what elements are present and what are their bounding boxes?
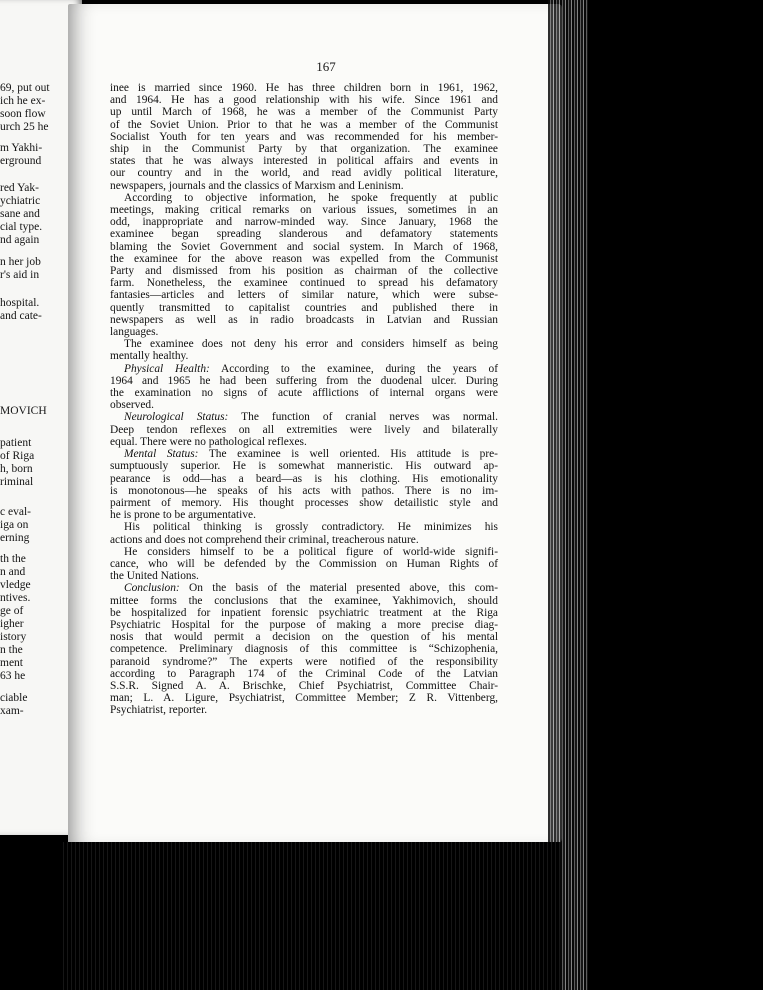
line-text: odd, inappropriate and narrow-minded way. Since January, 1968 the: [110, 216, 498, 229]
line-text: meetings, making critical remarks on various issues, sometimes in an: [110, 204, 498, 217]
line-text: languages.: [110, 326, 159, 339]
line-text: man; L. A. Ligure, Psychiatrist, Committee Member; Z R. Vittenberg,: [110, 692, 498, 705]
text-line: [110, 131, 498, 143]
line-text: nosis that would permit a decision on the question of his mental: [110, 631, 498, 644]
line-text: The examinee is well oriented. His attitude is pre-: [198, 448, 498, 461]
text-line: [110, 643, 498, 655]
line-text: equal. There were no pathological reflexes.: [110, 435, 307, 448]
fragment-line: igher: [0, 618, 24, 630]
section-heading: Neurological Status:: [124, 411, 229, 424]
fragment-line: of Riga: [0, 450, 35, 462]
line-text: He considers himself to be a political figure of world-wide signifi-: [124, 545, 498, 558]
line-text: fantasies—articles and letters of similar nature, which were subse-: [110, 289, 498, 302]
line-text: quently transmitted to capitalist countries and published there in: [110, 301, 498, 314]
text-line: [110, 485, 498, 497]
fragment-line: MOVICH: [0, 405, 47, 417]
fragment-line: sane and: [0, 208, 40, 220]
line-text: Psychiatric Hospital for the purpose of making a more precise diag-: [110, 618, 498, 631]
text-line: [110, 302, 498, 314]
line-text: inee is married since 1960. He has three children born in 1961, 1962,: [110, 82, 498, 94]
text-line: [110, 228, 498, 240]
scan-background: [60, 842, 560, 990]
body-text: [110, 82, 498, 717]
paragraph: [110, 82, 498, 192]
line-text: examinee began spreading slanderous and defamatory statements: [110, 228, 498, 241]
fragment-line: ich he ex-: [0, 95, 46, 107]
line-text: competence. Preliminary diagnosis of this committee is “Schizophenia,: [110, 643, 498, 656]
line-text: is monotonous—he speaks of his acts with pathos. There is no im-: [110, 484, 498, 497]
paragraph: [110, 582, 498, 716]
text-line: [110, 607, 498, 619]
line-text: According to the examinee, during the years of: [209, 362, 498, 375]
fragment-line: 63 he: [0, 670, 26, 682]
paragraph: [110, 338, 498, 362]
line-text: His political thinking is grossly contradictory. He minimizes his: [124, 521, 498, 534]
line-text: of the Soviet Union. Prior to that he was a member of the Communist: [110, 118, 498, 131]
text-line: [110, 424, 498, 436]
fragment-line: riminal: [0, 476, 34, 488]
fragment-line: ciable: [0, 692, 28, 704]
text-line: [110, 497, 498, 509]
text-line: [110, 631, 498, 643]
text-line: [110, 436, 498, 448]
document-page: [68, 4, 562, 844]
line-text: The examinee does not deny his error and considers himself as being: [124, 338, 498, 351]
fragment-line: th the: [0, 553, 26, 565]
line-text: The function of cranial nerves was normal.: [228, 411, 498, 424]
text-line: [110, 521, 498, 533]
text-line: [110, 106, 498, 118]
paragraph: [110, 363, 498, 412]
line-text: be hospitalized for inpatient forensic psychiatric treatment at the Riga: [110, 606, 498, 619]
section-heading: Physical Health:: [124, 362, 210, 375]
text-line: [110, 119, 498, 131]
text-line: [110, 619, 498, 631]
text-line: [110, 680, 498, 692]
line-text: Party and dismissed from his position as chairman of the collective: [110, 265, 498, 278]
text-line: [110, 155, 498, 167]
text-line: [110, 692, 498, 704]
text-line: [110, 350, 498, 362]
line-text: the United Nations.: [110, 570, 199, 583]
line-text: the examination no signs of acute afflictions of internal organs were: [110, 387, 498, 400]
text-line: [110, 411, 498, 423]
line-text: mittee forms the conclusions that the examinee, Yakhimovich, should: [110, 594, 498, 607]
fragment-line: m Yakhi-: [0, 142, 43, 154]
line-text: our country and in the world, and read avidly political literature,: [110, 167, 498, 180]
section-heading: Conclusion:: [124, 582, 180, 595]
text-line: [110, 192, 498, 204]
text-line: [110, 448, 498, 460]
text-line: [110, 473, 498, 485]
text-line: [110, 656, 498, 668]
text-line: [110, 277, 498, 289]
text-line: [110, 143, 498, 155]
line-text: up until March of 1968, he was a member of the Communist Party: [110, 106, 498, 119]
fragment-line: n the: [0, 644, 23, 656]
fragment-line: and cate-: [0, 310, 42, 322]
text-line: [110, 204, 498, 216]
text-line: [110, 363, 498, 375]
line-text: pearance is odd—has a beard—as is his clothing. His emotionality: [110, 472, 498, 485]
line-text: and 1964. He has a good relationship with his wife. Since 1961 and: [110, 94, 498, 107]
text-line: [110, 558, 498, 570]
text-line: [110, 241, 498, 253]
fragment-line: ge of: [0, 605, 24, 617]
line-text: cance, who will be defended by the Commission on Human Rights of: [110, 557, 498, 570]
text-line: [110, 338, 498, 350]
text-line: [110, 582, 498, 594]
fragment-line: patient: [0, 437, 32, 449]
fragment-line: erground: [0, 155, 42, 167]
line-text: pairment of memory. His thought processes show detailistic style and: [110, 496, 498, 509]
fragment-line: hospital.: [0, 297, 40, 309]
text-line: [110, 289, 498, 301]
line-text: 1964 and 1965 he had been suffering from the duodenal ulcer. During: [110, 374, 498, 387]
paragraph: [110, 411, 498, 448]
line-text: Socialist Youth for ten years and was recommended for his member-: [110, 130, 498, 143]
line-text: observed.: [110, 399, 154, 412]
text-line: [110, 460, 498, 472]
fragment-line: r's aid in: [0, 269, 40, 281]
line-text: ship in the Communist Party by that organization. The examinee: [110, 143, 498, 156]
fragment-line: 69, put out: [0, 82, 50, 94]
text-line: [110, 509, 498, 521]
fragment-line: h, born: [0, 463, 33, 475]
line-text: Psychiatrist, reporter.: [110, 704, 208, 717]
fragment-line: n her job: [0, 256, 41, 268]
line-text: According to objective information, he spoke frequently at public: [124, 191, 498, 204]
fragment-line: soon flow: [0, 108, 46, 120]
paragraph: [110, 448, 498, 521]
paragraph: [110, 521, 498, 545]
text-line: [110, 167, 498, 179]
line-text: mentally healthy.: [110, 350, 189, 363]
fragment-line: cial type.: [0, 221, 43, 233]
text-line: [110, 570, 498, 582]
text-line: [110, 375, 498, 387]
text-line: [110, 82, 498, 94]
line-text: Deep tendon reflexes on all extremities were lively and bilaterally: [110, 423, 498, 436]
text-line: [110, 595, 498, 607]
line-text: S.S.R. Signed A. A. Brischke, Chief Psychiatrist, Committee Chair-: [110, 679, 498, 692]
line-text: he is prone to be argumentative.: [110, 509, 256, 522]
line-text: states that he was always interested in political affairs and events in: [110, 155, 498, 168]
text-line: [110, 265, 498, 277]
paragraph: [110, 192, 498, 338]
fragment-line: iga on: [0, 519, 29, 531]
fragment-line: n and: [0, 566, 26, 578]
fragment-line: red Yak-: [0, 182, 39, 194]
fragment-line: ment: [0, 657, 23, 669]
text-line: [110, 253, 498, 265]
line-text: newspapers, journals and the classics of Marxism and Leninism.: [110, 179, 404, 192]
fragment-line: urch 25 he: [0, 121, 49, 133]
line-text: according to Paragraph 174 of the Criminal Code of the Latvian: [110, 667, 498, 680]
text-line: [110, 94, 498, 106]
text-line: [110, 326, 498, 338]
line-text: newspapers as well as in radio broadcasts in Latvian and Russian: [110, 313, 498, 326]
text-line: [110, 534, 498, 546]
fragment-line: c eval-: [0, 506, 31, 518]
fragment-line: nd again: [0, 234, 40, 246]
paragraph: [110, 546, 498, 583]
fragment-line: xam-: [0, 705, 24, 717]
page-number: 167: [316, 59, 336, 74]
fragment-line: vledge: [0, 579, 31, 591]
text-line: [110, 546, 498, 558]
fragment-line: ychiatric: [0, 195, 41, 207]
text-line: [110, 314, 498, 326]
line-text: sumptuously superior. He is somewhat manneristic. His outward ap-: [110, 460, 498, 473]
fragment-line: erning: [0, 532, 30, 544]
line-text: the examinee for the above reason was expelled from the Communist: [110, 252, 498, 265]
line-text: actions and does not comprehend their criminal, treacherous nature.: [110, 533, 419, 546]
fragment-line: istory: [0, 631, 27, 643]
text-line: [110, 704, 498, 716]
text-line: [110, 387, 498, 399]
text-line: [110, 668, 498, 680]
fragment-line: ntives.: [0, 592, 31, 604]
text-line: [110, 399, 498, 411]
line-text: On the basis of the material presented above, this com-: [179, 582, 498, 595]
section-heading: Mental Status:: [124, 448, 199, 461]
line-text: blaming the Soviet Government and social system. In March of 1968,: [110, 240, 498, 253]
text-line: [110, 180, 498, 192]
line-text: farm. Nonetheless, the examinee continued to spread his defamatory: [110, 277, 498, 290]
line-text: paranoid syndrome?” The experts were notified of the responsibility: [110, 655, 498, 668]
text-line: [110, 216, 498, 228]
